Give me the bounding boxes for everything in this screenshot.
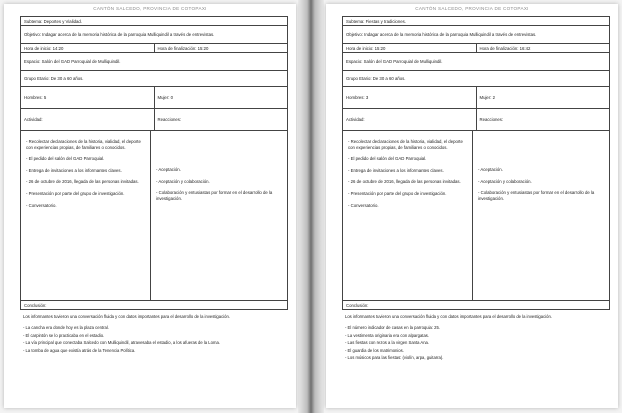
hora-inicio: Hora de inicio: 15:20 [346,46,386,51]
actividades-column [21,131,151,300]
book-gutter [298,0,324,413]
left-page [4,4,296,408]
conclusion-item: - La vía principal que conectaba Salcedo con Mulliquindil, atravesaba el estadio, a los afueras de la Loma. [23,340,220,346]
actividad-item: - Conversatorio. [348,202,379,208]
conclusion-label-row: Conclusión: [342,301,610,310]
hora-final: Hora de finalización: 15:20 [154,44,288,53]
right-page [326,4,618,408]
conclusion-item: - La vestimenta originaria era con alpargatas. [345,332,430,338]
reaccion-item: - Aceptación. [478,167,503,172]
actividad-item: - Presentación por parte del grupo de investigación. [26,190,125,196]
actividad-label: Actividad: [24,117,43,122]
actividad-item: - El pedido del salón del GAD Parroquial. [348,156,427,162]
mujeres-cell: Mujer: 2 [476,87,610,108]
actividad-item: - 26 de octubre de 2016, llegada de las personas invitadas. [26,179,139,185]
reaccion-item: - Aceptación y colaboración. [156,178,210,184]
subtema-row: Subtema: Deportes y Vialidad. [20,16,288,26]
conclusion-intro: Los informantes tuvieron una conversación fluida y con datos importantes para el desarrollo de la investigación. [23,314,230,319]
conclusion-item: - La cancha era donde hoy es la plaza central. [23,325,109,331]
objetivo-row: Objetivo: Indagar acerca de la memoria histórica de la parroquia Mulliquindil a través de entrevistas. [342,25,610,43]
conclusion-intro: Los informantes tuvieron una conversación fluida y con datos importantes para el desarrollo de la investigación. [345,314,552,319]
reaccion-item: - Aceptación. [156,167,181,172]
conclusion-item: - Los músicos para las fiestas: (violín, arpa, guitarra). [345,355,444,361]
page-header: CANTÓN SALCEDO, PROVINCIA DE COTOPAXI [93,6,207,11]
grupo-row: Grupo Etario: De 30 a 60 años. [20,70,288,86]
reacciones-label: Reacciones: [154,109,288,130]
actividades-column [343,131,473,300]
conclusion-item: - El guardia de los matrimonios. [345,347,404,353]
conclusion-item: - El carpintón se lo practicaba en el estadio. [23,332,105,338]
hombres-cell: Hombres: 3 [346,95,369,100]
activities-table [20,130,288,301]
espacio-row: Espacio: Salón del GAD Parroquial de Mulliquindil. [20,52,288,70]
actividad-header-row [342,108,610,130]
hora-inicio: Hora de inicio: 14:20 [24,46,64,51]
reacciones-column [473,131,609,300]
conclusion-label-row: Conclusión: [20,301,288,310]
actividad-item: - Presentación por parte del grupo de investigación. [348,190,447,196]
conclusion-item: - El número indicador de casas en la parroquia: 25. [345,325,440,331]
page-header: CANTÓN SALCEDO, PROVINCIA DE COTOPAXI [415,6,529,11]
subtema-row: Subtema: Fiestas y tradiciones. [342,16,610,26]
reacciones-label: Reacciones: [476,109,610,130]
conclusion-text [342,314,610,362]
hombres-cell: Hombres: 5 [24,95,47,100]
actividad-item: - Recolectar declaraciones de la historia, vialidad, el deporte con experiencias propias, de familiares o conocidos. [26,139,141,150]
actividad-header-row [20,108,288,130]
actividad-item: - El pedido del salón del GAD Parroquial. [26,156,105,162]
reaccion-item: - Colaboración y entusiastas por formar en el desarrollo de la investigación. [478,190,595,201]
actividad-item: - 26 de octubre de 2016, llegada de las personas invitadas. [348,179,461,185]
participantes-row [342,86,610,108]
reacciones-column [151,131,287,300]
conclusion-item: - Las fiestas con rezos a la virgen Santa Ana. [345,340,430,346]
actividad-item: - Entrega de invitaciones a los informantes claves. [348,167,444,173]
grupo-row: Grupo Etario: De 30 a 60 años. [342,70,610,86]
actividad-item: - Recolectar declaraciones de la historia, vialidad, el deporte con experiencias propias, de familiares o conocidos. [348,139,463,150]
activities-table [342,130,610,301]
participantes-row [20,86,288,108]
actividad-item: - Entrega de invitaciones a los informantes claves. [26,167,122,173]
conclusion-item: - La tomba de agua que existía atrás de la Tenencia Política. [23,347,136,353]
espacio-row: Espacio: Salón del GAD Parroquial de Mulliquindil. [342,52,610,70]
reaccion-item: - Colaboración y entusiastas por formar en el desarrollo de la investigación. [156,190,273,201]
reaccion-item: - Aceptación y colaboración. [478,178,532,184]
actividad-label: Actividad: [346,117,365,122]
actividad-item: - Conversatorio. [26,202,57,208]
mujeres-cell: Mujer: 0 [154,87,288,108]
hora-final: Hora de finalización: 16:42 [476,44,610,53]
objetivo-row: Objetivo: Indagar acerca de la memoria histórica de la parroquia Mulliquindil a través de entrevistas. [20,25,288,43]
conclusion-text [20,314,288,355]
